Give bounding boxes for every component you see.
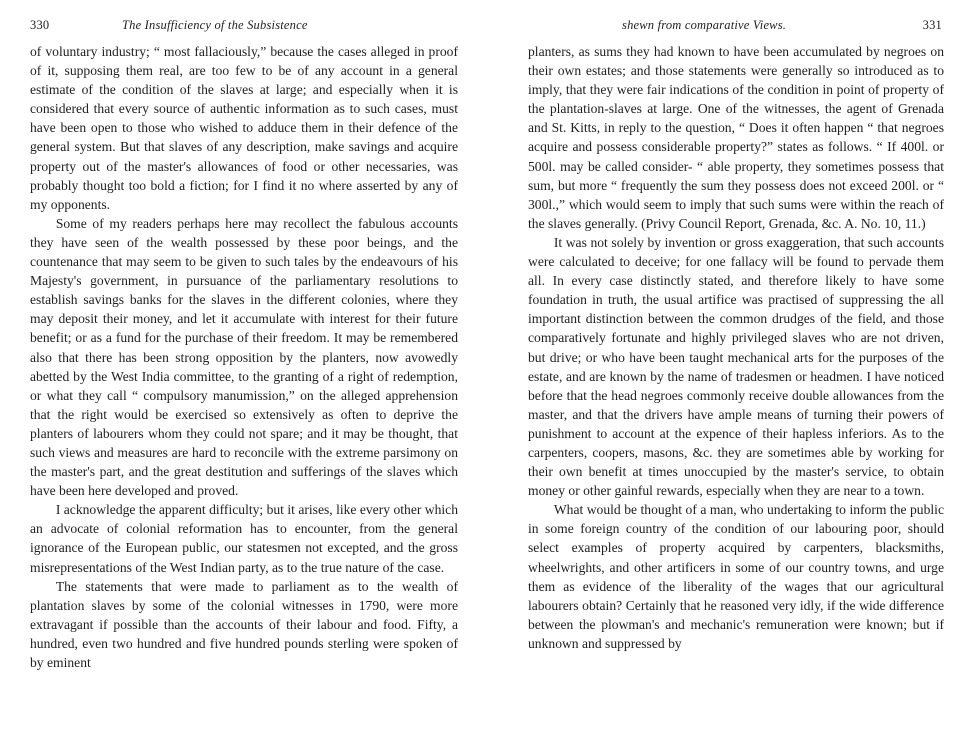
right-page-body (528, 42, 944, 653)
left-page-header (30, 18, 458, 38)
right-page-number: 331 (922, 18, 942, 32)
paragraph: Some of my readers perhaps here may recollect the fabulous accounts they have seen of the wealth possessed by these poor beings, and the countenance that may seem to be given to such tales by the endeavours of his Majesty's government, in pursuance of the parliamentary resolutions to establish savings banks for the slaves in the different colonies, where they may deposit their money, and let it accumulate with interest for their future benefit; or as a fund for the purchase of their freedom. It may be remembered also that there has been strong opposition by the planters, now avowedly abetted by the West India committee, to the granting of a right of redemption, or what they call “ compulsory manumission,” on the alleged apprehension that the right would be exercised so extensively as often to deprive the planters of labourers whom they could not spare; and it may be thought, that such views and measures are hard to reconcile with the extreme parsimony on the master's part, and the great destitution and sufferings of the slaves which have been here developed and proved. (30, 215, 458, 499)
paragraph: The statements that were made to parliament as to the wealth of plantation slaves by some of the colonial witnesses in 1790, were more extravagant if possible than the accounts of their labour and food. Fifty, a hundred, even two hundred and five hundred pounds sterling were spoken of by eminent (30, 578, 458, 670)
right-running-head: shewn from comparative Views. (622, 18, 787, 32)
left-page (30, 0, 458, 733)
paragraph: planters, as sums they had known to have been accumulated by negroes on their own estates; and those statements were generally so introduced as to imply, that they were fair indications of the condition in point of property of the plantation-slaves at large. One of the witnesses, the agent of Grenada and St. Kitts, in reply to the question, “ Does it often happen “ that negroes acquire and possess considerable property?” states as follows. “ If 400l. or 500l. may be called consider- “ able property, they sometimes possess that sum, but more “ frequently the sum they possess does not exceed 200l. or “ 300l.,” which would seem to imply that such sums were within the reach of the slaves generally. (Privy Council Report, Grenada, &c. A. No. 10, 11.) (528, 44, 944, 231)
paragraph: I acknowledge the apparent difficulty; but it arises, like every other which an advocate of colonial reformation has to encounter, from the general ignorance of the European public, our statesmen not excepted, and the gross misrepresentations of the West Indian party, as to the true nature of the case. (30, 502, 458, 575)
left-running-head: The Insufficiency of the Subsistence (122, 18, 308, 32)
left-page-body (30, 42, 458, 672)
right-page-header (528, 18, 944, 38)
right-page (528, 0, 944, 733)
paragraph: What would be thought of a man, who undertaking to inform the public in some foreign country of the condition of our labouring poor, should select examples of property acquired by carpenters, blacksmiths, wheelwrights, and other artificers in some of our country towns, and urge them as evidence of the liberality of the wages that our agricultural labourers obtain? Certainly that he reasoned very idly, if the wide difference between the plowman's and mechanic's remuneration were known; but if unknown and suppressed by (528, 502, 944, 651)
paragraph: of voluntary industry; “ most fallaciously,” because the cases alleged in proof of it, supposing them real, are too few to be of any account in a general estimate of the condition of the slaves at large; and especially when it is considered that every source of authentic information as to such cases, must have been open to those who wished to adduce them in their defence of the general system. But that slaves of any description, make savings and acquire property out of the master's allowances of food or other necessaries, was probably thought too bold a fiction; for I find it no where asserted by any of my opponents. (30, 44, 458, 212)
left-page-number: 330 (30, 18, 50, 32)
paragraph: It was not solely by invention or gross exaggeration, that such accounts were calculated to deceive; for one fallacy will be found to pervade them all. In every case distinctly stated, and therefore likely to have some foundation in truth, the usual artifice was practised of suppressing the all important distinction between the common drudges of the field, and those comparatively fortunate and highly privileged slaves who are not driven, but drive; or who have been taught mechanical arts for the purposes of the estate, and are known by the name of tradesmen or headmen. I have noticed before that the head negroes commonly receive double allowances from the master, and that the drivers have ample means of turning their powers of punishment to account at the expence of their hapless inferiors. As to the carpenters, coopers, masons, &c. they are sometimes able by working for their own benefit at times unoccupied by the master's service, to obtain money or other gainful rewards, especially when they are near to a town. (528, 234, 944, 499)
